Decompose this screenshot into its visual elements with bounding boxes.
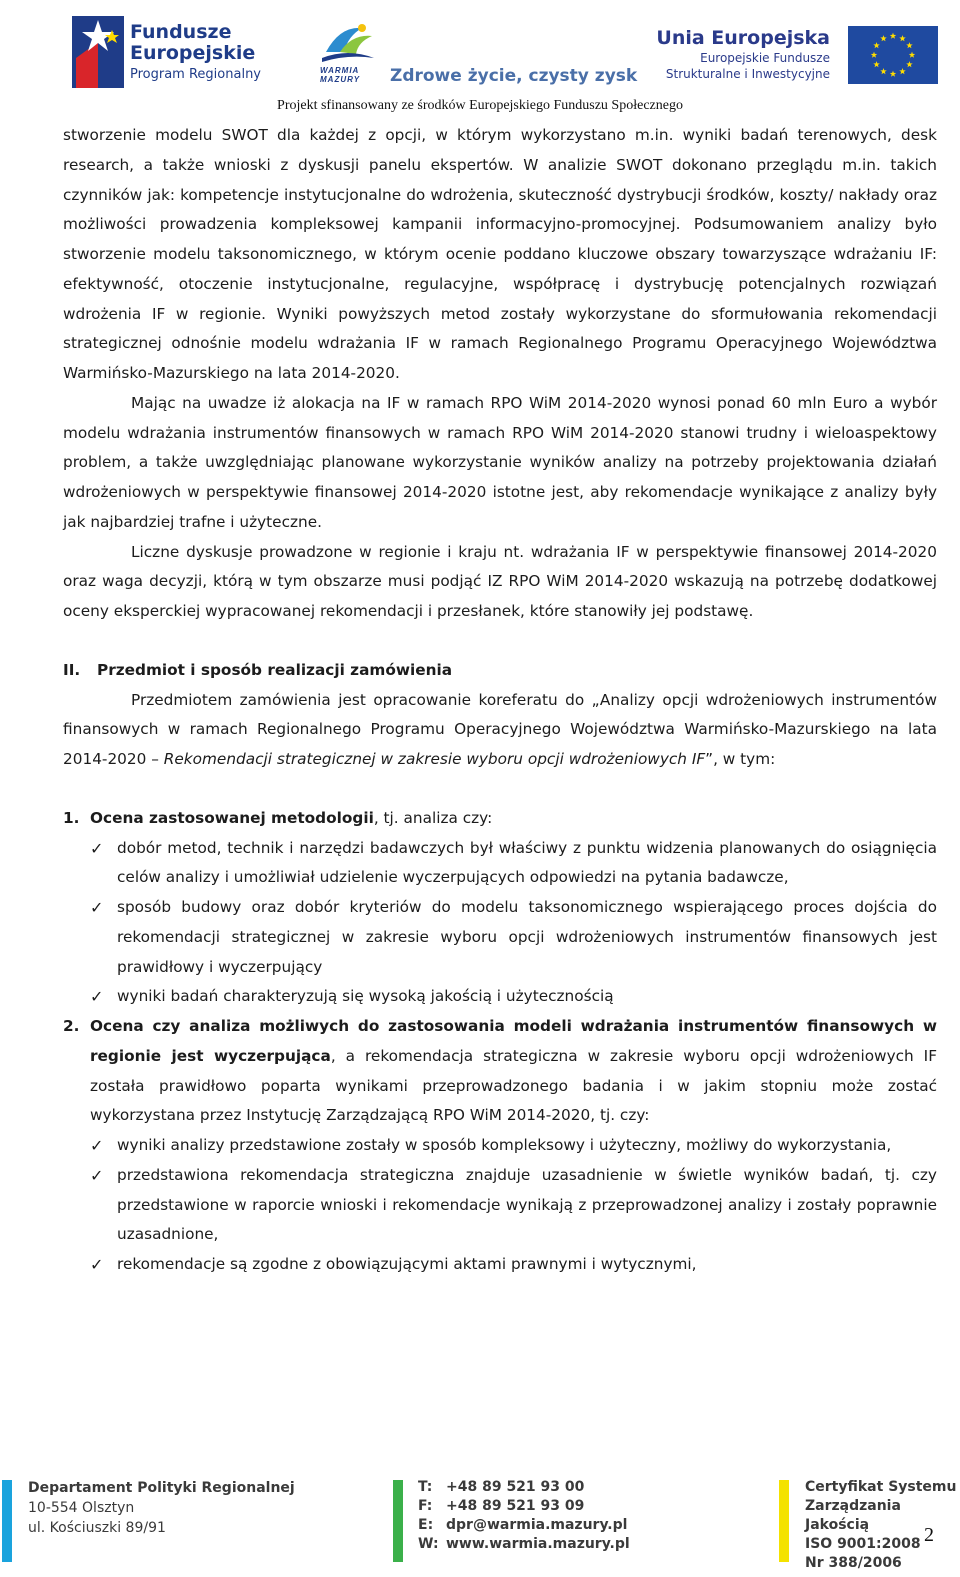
footer-contact-fax (418, 1497, 630, 1516)
footer-bar-yellow (779, 1480, 789, 1562)
checkmark-icon: ✓ (90, 898, 104, 917)
check-item (63, 834, 937, 894)
footer-certificate (805, 1478, 960, 1573)
warmia-mazury-slogan: Zdrowe życie, czysty zysk (390, 66, 638, 86)
list-item-1-rest: , tj. analiza czy: (373, 808, 493, 827)
section-intro-text: Przedmiotem zamówienia jest opracowanie koreferatu do „Analizy opcji wdrożeniowych instrumentów finansowych w ramach Regionalnego Programu Operacyjnego Województwa Warmińsko-Mazurskiego na lata 2014-2020 – (63, 690, 937, 768)
footer-contact-web[interactable] (418, 1535, 630, 1554)
check-item (63, 982, 937, 1012)
check-item-text: sposób budowy oraz dobór kryteriów do modelu taksonomicznego wspierającego proces dojścia do rekomendacji strategicznej w zakresie wyboru opcji wdrożeniowych instrumentów finansowych jest prawidłowy i wyczerpujący (117, 898, 937, 976)
project-funding-note: Projekt sfinansowany ze środków Europejskiego Funduszu Społecznego (277, 98, 683, 113)
check-item (63, 1131, 937, 1161)
section-intro-italic: Rekomendacji strategicznej w zakresie wyboru opcji wdrożeniowych IF (163, 750, 706, 768)
eu-logo-line1: Unia Europejska (656, 27, 830, 49)
warmia-mazury-emblem-icon (318, 22, 378, 66)
section-intro (63, 686, 937, 775)
check-item (63, 1250, 937, 1280)
list-item-2 (63, 1012, 937, 1131)
contact-value: +48 89 521 93 00 (446, 1479, 585, 1495)
check-item-text: wyniki analizy przedstawione zostały w sposób kompleksowy i użyteczny, możliwy do wykorzystania, (117, 1136, 892, 1154)
checkmark-icon: ✓ (90, 1255, 104, 1274)
check-item-text: przedstawiona rekomendacja strategiczna znajduje uzasadnienie w świetle wyników badań, tj. czy przedstawione w raporcie wnioski i rekomendacje wynikają z przeprowadzonej analizy i zostały poprawnie uzasadnione, (117, 1165, 937, 1244)
list-item-2-rest: , a rekomendacja strategiczna w zakresie wyboru opcji wdrożeniowych IF została prawidłowo poparta wynikami przeprowadzonego badania i w jakim stopniu może zostać wykorzystana przez Instytucję Zarządzającą RPO WiM 2014-2020, tj. czy: (90, 1046, 937, 1125)
section-intro-end: ”, w tym: (705, 750, 776, 768)
cert-line: ISO 9001:2008 (805, 1536, 921, 1552)
fe-flag-icon (68, 12, 128, 92)
contact-label: F: (418, 1498, 433, 1514)
eu-logo-line2: Europejskie Fundusze (700, 51, 830, 65)
paragraph-allocation: Mając na uwadze iż alokacja na IF w ramach RPO WiM 2014-2020 wynosi ponad 60 mln Euro a wybór modelu wdrażania instrumentów finansowych w ramach RPO WiM 2014-2020 stanowi trudny i wieloaspektowy problem, a także uwzględniając planowane wykorzystanie wyników analizy na potrzeby projektowania działań wdrożeniowych w perspektywie finansowej 2014-2020 istotne jest, aby rekomendacje wynikające z analizy były jak najbardziej trafne i użyteczne. (63, 393, 937, 531)
paragraph-discussions: Liczne dyskusje prowadzone w regionie i kraju nt. wdrażania IF w perspektywie finansowej 2014-2020 oraz waga decyzji, którą w tym obszarze musi podjąć IZ RPO WiM 2014-2020 wskazują na potrzebę dodatkowej oceny eksperckiej wypracowanej rekomendacji i przesłanek, które stanowiły jej podstawę. (63, 542, 937, 620)
cert-line: Nr 388/2006 (805, 1555, 902, 1571)
fundusze-europejskie-logo (68, 12, 268, 92)
footer-bar-blue (2, 1480, 12, 1562)
section-heading (63, 656, 937, 686)
footer-contact-phone (418, 1478, 630, 1497)
check-item (63, 1161, 937, 1250)
check-item-text: rekomendacje są zgodne z obowiązującymi aktami prawnymi i wytycznymi, (117, 1255, 697, 1273)
checkmark-icon: ✓ (90, 838, 104, 858)
checkmark-icon: ✓ (90, 987, 104, 1007)
fe-logo-line3: Program Regionalny (130, 67, 261, 82)
eu-logo-line3: Strukturalne i Inwestycyjne (665, 67, 830, 81)
check-item-text: dobór metod, technik i narzędzi badawczych był właściwy z punktu widzenia planowanych do osiągnięcia celów analizy i umożliwiał udzielenie wyczerpujących odpowiedzi na pytania badawcze, (117, 838, 937, 887)
cert-line: Certyfikat Systemu (805, 1479, 957, 1495)
list-item-2-bold: Ocena czy analiza możliwych do zastosowania modeli wdrażania instrumentów finansowych w regionie jest wyczerpująca (90, 1017, 937, 1065)
unia-europejska-logo (654, 24, 938, 94)
page-footer (0, 1478, 960, 1571)
cert-line: Zarządzania Jakością (805, 1498, 901, 1533)
contact-label: W: (418, 1536, 439, 1552)
check-item-text: wyniki badań charakteryzują się wysoką jakością i użytecznością (117, 987, 614, 1006)
footer-bar-green (393, 1480, 403, 1562)
contact-value[interactable]: dpr@warmia.mazury.pl (446, 1517, 628, 1533)
warmia-mazury-caption: WARMIA MAZURY (320, 66, 361, 84)
checkmark-icon: ✓ (90, 1136, 104, 1155)
fe-logo-line2: Europejskie (130, 42, 256, 64)
page-number: 2 (924, 1524, 934, 1546)
list-item-1-bold: Ocena zastosowanej metodologii (90, 808, 374, 827)
footer-street: ul. Kościuszki 89/91 (28, 1520, 166, 1536)
page-header (0, 0, 960, 120)
checkmark-icon: ✓ (90, 1165, 104, 1185)
contact-label: E: (418, 1517, 434, 1533)
contact-value[interactable]: www.warmia.mazury.pl (446, 1536, 630, 1552)
footer-contacts (418, 1478, 630, 1554)
paragraph-swot: stworzenie modelu SWOT dla każdej z opcji, w którym wykorzystano m.in. wyniki badań terenowych, desk research, a także wnioski z dyskusji panelu ekspertów. W analizie SWOT dokonano przeglądu m.in. takich czynników jak: kompetencje instytucjonalne do wdrożenia, skuteczność dystrybucji środków, koszty/ nakłady oraz możliwości prowadzenia kompleksowej kampanii informacyjno-promocyjnej. Podsumowaniem analizy było stworzenie modelu taksonomicznego, w którym ocenie poddano kluczowe obszary towarzyszące wdrażaniu IF: efektywność, otoczenie instytucjonalne, regulacyjne, współpracę i dystrybucję potencjalnych rozwiązań wdrożenia IF w regionie. Wyniki powyższych metod zostały wykorzystane do sformułowania rekomendacji strategicznej odnośnie modelu wdrażania IF w ramach Regionalnego Programu Operacyjnego Województwa Warmińsko-Mazurskiego na lata 2014-2020. (63, 126, 937, 382)
fe-logo-line1: Fundusze (130, 21, 232, 43)
eu-flag-icon (848, 26, 938, 84)
section-title: Przedmiot i sposób realizacji zamówienia (97, 660, 453, 679)
footer-contact-email[interactable] (418, 1516, 630, 1535)
list-item-1 (63, 804, 937, 834)
list-item-1-number: 1. (63, 808, 80, 827)
section-number: II. (63, 660, 81, 679)
footer-address (28, 1478, 295, 1538)
check-item (63, 893, 937, 982)
footer-city: 10-554 Olsztyn (28, 1500, 135, 1516)
document-body (63, 121, 937, 1280)
contact-value: +48 89 521 93 09 (446, 1498, 585, 1514)
list-item-2-number: 2. (63, 1017, 80, 1035)
footer-department: Departament Polityki Regionalnej (28, 1480, 295, 1496)
contact-label: T: (418, 1479, 433, 1495)
warmia-mazury-logo (318, 22, 638, 92)
